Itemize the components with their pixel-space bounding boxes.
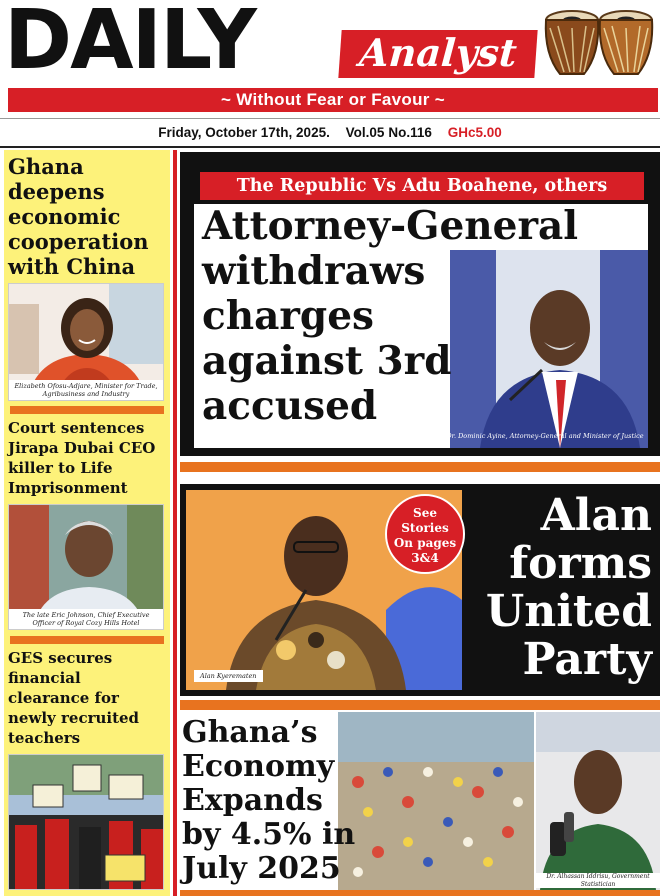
headline-line: withdraws <box>202 248 426 294</box>
story-ghana-economy[interactable] <box>180 712 660 896</box>
issue-price: GHc5.00 <box>447 125 502 140</box>
sidebar-story-ges[interactable] <box>8 648 166 890</box>
column-rule <box>173 150 177 896</box>
lead-story-attorney-general[interactable] <box>180 152 660 456</box>
headline-line: Attorney-General <box>202 204 579 249</box>
economy-headline <box>182 716 382 886</box>
photo-caption: Elizabeth Ofosu-Adjare, Minister for Trade, Agribusiness and Industry <box>9 380 163 400</box>
badge-line: On pages <box>393 536 457 550</box>
sidebar-story-trade[interactable] <box>8 154 166 401</box>
headline-line: Ghana’s <box>182 715 318 750</box>
badge-line: Stories <box>401 521 449 535</box>
teachers-protest-icon <box>9 755 164 890</box>
statistician-portrait-icon <box>536 712 660 890</box>
masthead-tagline: ~ Without Fear or Favour ~ <box>8 88 658 112</box>
story-kicker: The Republic Vs Adu Boahene, others <box>200 172 644 200</box>
headline-line: United <box>485 586 652 637</box>
sidebar-photo-minister <box>8 283 164 401</box>
badge-line: See <box>413 506 437 520</box>
photo-caption: The late Eric Johnson, Chief Executive Officer of Royal Cozy Hills Hotel <box>9 609 163 629</box>
headline-line: Economy <box>182 749 335 784</box>
headline-line: July 2025 <box>182 851 341 886</box>
headline-line: charges <box>202 293 374 339</box>
drums-logo-icon <box>542 4 656 82</box>
headline-line: forms <box>509 538 652 589</box>
story-alan-united-party[interactable] <box>180 484 660 696</box>
headline-line: accused <box>202 383 378 429</box>
issue-volume: Vol.05 <box>345 125 385 140</box>
headline-line: Alan <box>540 490 652 541</box>
sidebar-headline: Court sentences Jirapa Dubai CEO killer to Life Imprisonment <box>8 419 156 497</box>
masthead-title: DAILY <box>4 0 255 88</box>
sidebar-headline: GES secures financial clearance for newly recruited teachers <box>8 649 140 747</box>
sidebar <box>4 150 170 896</box>
statistician-photo <box>536 712 660 890</box>
lead-headline <box>202 204 642 429</box>
headline-line: against 3rd <box>202 338 452 384</box>
headline-line: by 4.5% in <box>182 817 356 852</box>
sidebar-photo-teachers <box>8 754 164 890</box>
alan-headline <box>464 492 652 684</box>
section-divider <box>180 700 660 710</box>
sidebar-headline: Ghana deepens economic cooperation with China <box>8 154 149 279</box>
headline-line: Party <box>522 634 652 685</box>
badge-line: 3&4 <box>411 551 439 565</box>
headline-line: Expands <box>182 783 323 818</box>
sidebar-photo-hotel-ceo <box>8 504 164 630</box>
issue-date: Friday, October 17th, 2025. <box>158 125 330 140</box>
sidebar-divider <box>10 636 164 644</box>
sidebar-story-court[interactable] <box>8 418 166 630</box>
sidebar-divider <box>10 406 164 414</box>
lead-story-panel <box>194 204 648 448</box>
photo-caption: Alan Kyerematen <box>194 670 263 682</box>
see-stories-badge[interactable] <box>385 494 465 574</box>
photo-caption: Dr. Alhassan Iddrisu, Government Statistician <box>536 873 660 888</box>
issue-number: No.116 <box>388 125 432 140</box>
masthead-script-title: Analyst <box>338 30 537 78</box>
masthead <box>0 0 660 116</box>
section-divider <box>180 462 660 472</box>
photo-caption: Dr. Dominic Ayine, Attorney-General and Minister of Justice <box>446 432 644 440</box>
bottom-divider <box>180 890 660 896</box>
dateline <box>0 118 660 148</box>
